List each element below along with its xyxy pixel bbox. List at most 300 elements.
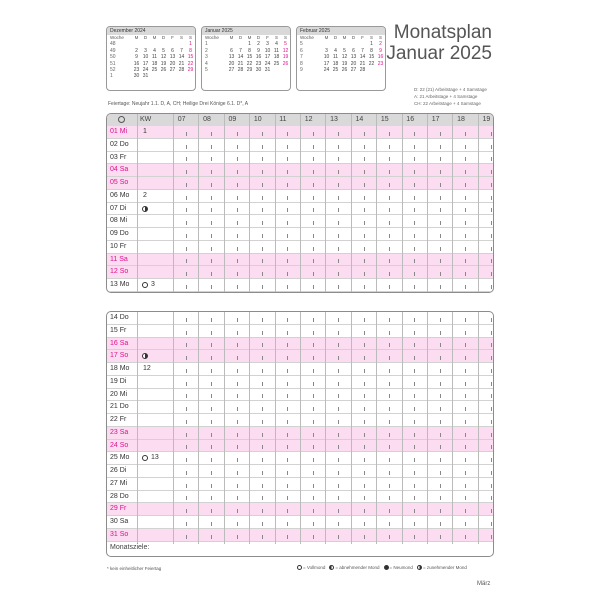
half-hour-tick — [440, 331, 441, 335]
half-hour-tick — [364, 318, 365, 322]
hour-label: 07 — [177, 116, 186, 123]
calendar-day: 31 — [264, 67, 271, 74]
grid-column-line — [275, 312, 276, 544]
half-hour-tick — [262, 183, 263, 187]
half-hour-tick — [414, 407, 415, 411]
half-hour-tick — [237, 394, 238, 398]
half-hour-tick — [287, 420, 288, 424]
half-hour-tick — [262, 247, 263, 251]
moon-legend — [293, 565, 467, 570]
half-hour-tick — [414, 458, 415, 462]
half-hour-tick — [364, 382, 365, 386]
weekday-header: D — [143, 35, 148, 40]
weekday-header: M — [342, 35, 347, 40]
week-number: 13 — [151, 454, 159, 462]
hour-label: 19 — [482, 116, 491, 123]
half-hour-tick — [389, 496, 390, 500]
calendar-day: 9 — [257, 47, 260, 54]
half-hour-tick — [338, 522, 339, 526]
half-hour-tick — [313, 285, 314, 289]
weekday-header: D — [238, 35, 243, 40]
weekday-header: Woche — [205, 35, 219, 40]
calendar-day: 3 — [144, 47, 147, 54]
half-hour-tick — [237, 356, 238, 360]
half-hour-tick — [465, 535, 466, 539]
half-hour-tick — [491, 285, 492, 289]
half-hour-tick — [465, 433, 466, 437]
half-hour-tick — [313, 145, 314, 149]
legend-text: = zunehmender Mond — [422, 565, 467, 570]
day-label: 19 Di — [110, 377, 127, 385]
half-hour-tick — [186, 433, 187, 437]
half-hour-tick — [414, 132, 415, 136]
calendar-day: 22 — [246, 60, 253, 67]
calendar-day: 22 — [187, 60, 194, 67]
half-hour-tick — [211, 247, 212, 251]
half-hour-tick — [262, 509, 263, 513]
half-hour-tick — [186, 183, 187, 187]
calendar-day: 10 — [264, 47, 271, 54]
footnote: * kein einheitlicher Feiertag — [107, 566, 162, 571]
day-label: 25 Mo — [110, 454, 130, 462]
half-hour-tick — [440, 247, 441, 251]
half-hour-tick — [491, 145, 492, 149]
day-label: 21 Do — [110, 403, 129, 411]
calendar-day: 3 — [266, 41, 269, 48]
hour-label: 09 — [228, 116, 237, 123]
half-hour-tick — [465, 343, 466, 347]
calendar-day: 19 — [341, 60, 348, 67]
half-hour-tick — [414, 247, 415, 251]
grid-column-line — [427, 312, 428, 544]
half-hour-tick — [440, 221, 441, 225]
half-hour-tick — [262, 170, 263, 174]
day-label: 31 So — [110, 530, 129, 538]
hour-label: 13 — [330, 116, 338, 123]
half-hour-tick — [364, 420, 365, 424]
calendar-day: 25 — [332, 67, 339, 74]
grid-column-line — [325, 114, 326, 292]
calendar-day: 14 — [359, 54, 366, 61]
calendar-day: 15 — [246, 54, 253, 61]
half-hour-tick — [237, 496, 238, 500]
half-hour-tick — [287, 331, 288, 335]
half-hour-tick — [338, 183, 339, 187]
half-hour-tick — [414, 484, 415, 488]
calendar-day: 20 — [228, 60, 235, 67]
half-hour-tick — [237, 183, 238, 187]
half-hour-tick — [491, 356, 492, 360]
calendar-day: 21 — [237, 60, 244, 67]
week-number: 49 — [110, 47, 116, 54]
half-hour-tick — [364, 509, 365, 513]
day-label: 12 So — [110, 268, 129, 276]
half-hour-tick — [287, 382, 288, 386]
half-hour-tick — [389, 183, 390, 187]
half-hour-tick — [237, 145, 238, 149]
weekday-header: D — [333, 35, 338, 40]
half-hour-tick — [389, 407, 390, 411]
half-hour-tick — [440, 196, 441, 200]
half-hour-tick — [287, 369, 288, 373]
half-hour-tick — [211, 234, 212, 238]
half-hour-tick — [313, 407, 314, 411]
half-hour-tick — [262, 157, 263, 161]
half-hour-tick — [364, 170, 365, 174]
calendar-day — [272, 67, 281, 73]
weekday-header: M — [134, 35, 139, 40]
week-number: 51 — [110, 60, 116, 67]
half-hour-tick — [465, 471, 466, 475]
half-hour-tick — [491, 331, 492, 335]
half-hour-tick — [338, 407, 339, 411]
half-hour-tick — [465, 382, 466, 386]
half-hour-tick — [389, 535, 390, 539]
hour-label: 15 — [380, 116, 389, 123]
half-hour-tick — [440, 433, 441, 437]
week-number: 12 — [143, 365, 151, 372]
half-hour-tick — [338, 170, 339, 174]
half-hour-tick — [186, 496, 187, 500]
half-hour-tick — [211, 170, 212, 174]
half-hour-tick — [211, 484, 212, 488]
calendar-day: 29 — [246, 67, 253, 74]
half-hour-tick — [364, 394, 365, 398]
half-hour-tick — [186, 509, 187, 513]
half-hour-tick — [287, 221, 288, 225]
half-hour-tick — [211, 522, 212, 526]
half-hour-tick — [491, 420, 492, 424]
half-hour-tick — [287, 496, 288, 500]
calendar-day: 1 — [189, 41, 192, 48]
half-hour-tick — [440, 170, 441, 174]
half-hour-tick — [440, 458, 441, 462]
half-hour-tick — [389, 522, 390, 526]
half-hour-tick — [389, 433, 390, 437]
half-hour-tick — [389, 471, 390, 475]
half-hour-tick — [465, 420, 466, 424]
half-hour-tick — [465, 132, 466, 136]
half-hour-tick — [364, 208, 365, 212]
half-hour-tick — [287, 433, 288, 437]
half-hour-tick — [287, 234, 288, 238]
grid-column-line — [478, 114, 479, 292]
half-hour-tick — [414, 170, 415, 174]
calendar-day: 15 — [187, 54, 194, 61]
calendar-day: 8 — [248, 47, 251, 54]
half-hour-tick — [338, 285, 339, 289]
half-hour-tick — [262, 394, 263, 398]
half-hour-tick — [364, 471, 365, 475]
holidays-note: Feiertage: Neujahr 1.1. D, A, CH; Heilige Drei Könige 6.1. D*, A — [108, 101, 249, 107]
half-hour-tick — [440, 496, 441, 500]
half-hour-tick — [491, 259, 492, 263]
weekday-header: S — [179, 35, 183, 40]
half-hour-tick — [389, 157, 390, 161]
grid-column-line — [198, 312, 199, 544]
calendar-day: 22 — [368, 60, 375, 67]
weekday-header: D — [351, 35, 356, 40]
mini-calendar-title: Februar 2025 — [297, 27, 385, 35]
half-hour-tick — [389, 445, 390, 449]
calendar-day: 6 — [352, 47, 355, 54]
half-hour-tick — [313, 394, 314, 398]
calendar-day: 21 — [359, 60, 366, 67]
legend-text: = Vollmond — [303, 565, 326, 570]
half-hour-tick — [389, 259, 390, 263]
half-hour-tick — [389, 420, 390, 424]
day-label: 05 So — [110, 179, 129, 186]
half-hour-tick — [414, 471, 415, 475]
day-label: 17 So — [110, 352, 129, 360]
half-hour-tick — [491, 247, 492, 251]
calendar-day: 14 — [178, 54, 185, 61]
calendar-day: 16 — [133, 60, 140, 67]
grid-column-line — [376, 312, 377, 544]
half-hour-tick — [211, 445, 212, 449]
weekday-header: F — [171, 35, 174, 40]
half-hour-tick — [338, 420, 339, 424]
day-label: 23 Sa — [110, 428, 129, 436]
half-hour-tick — [211, 331, 212, 335]
half-hour-tick — [364, 285, 365, 289]
half-hour-tick — [186, 331, 187, 335]
half-hour-tick — [237, 285, 238, 289]
half-hour-tick — [389, 356, 390, 360]
calendar-day: 7 — [239, 47, 242, 54]
calendar-day: 30 — [255, 67, 262, 74]
half-hour-tick — [414, 157, 415, 161]
half-hour-tick — [262, 496, 263, 500]
weekday-header: S — [378, 35, 382, 40]
half-hour-tick — [465, 369, 466, 373]
half-hour-tick — [338, 343, 339, 347]
waxing-moon-icon — [417, 565, 422, 570]
planner-grid-2 — [106, 311, 494, 557]
half-hour-tick — [440, 259, 441, 263]
half-hour-tick — [186, 445, 187, 449]
monthly-goals-row[interactable] — [107, 542, 493, 554]
half-hour-tick — [338, 221, 339, 225]
half-hour-tick — [440, 522, 441, 526]
half-hour-tick — [237, 509, 238, 513]
half-hour-tick — [262, 234, 263, 238]
half-hour-tick — [440, 132, 441, 136]
workdays-at: A: 21 Arbeitstage + 4 Samstage — [414, 94, 478, 99]
calendar-day: 31 — [142, 73, 149, 80]
half-hour-tick — [465, 458, 466, 462]
calendar-day: 4 — [334, 47, 337, 54]
calendar-day — [168, 73, 177, 79]
weekday-header: D — [161, 35, 166, 40]
calendar-day: 5 — [284, 41, 287, 48]
half-hour-tick — [414, 331, 415, 335]
half-hour-tick — [262, 420, 263, 424]
half-hour-tick — [338, 318, 339, 322]
half-hour-tick — [186, 285, 187, 289]
half-hour-tick — [211, 343, 212, 347]
day-label: 03 Fr — [110, 153, 127, 161]
half-hour-tick — [313, 343, 314, 347]
half-hour-tick — [313, 183, 314, 187]
half-hour-tick — [491, 196, 492, 200]
half-hour-tick — [262, 407, 263, 411]
half-hour-tick — [440, 234, 441, 238]
half-hour-tick — [211, 382, 212, 386]
half-hour-tick — [186, 484, 187, 488]
half-hour-tick — [465, 285, 466, 289]
half-hour-tick — [287, 522, 288, 526]
half-hour-tick — [237, 259, 238, 263]
half-hour-tick — [465, 259, 466, 263]
half-hour-tick — [186, 132, 187, 136]
half-hour-tick — [414, 272, 415, 276]
half-hour-tick — [211, 496, 212, 500]
half-hour-tick — [186, 343, 187, 347]
half-hour-tick — [364, 458, 365, 462]
half-hour-tick — [440, 382, 441, 386]
half-hour-tick — [186, 382, 187, 386]
half-hour-tick — [262, 484, 263, 488]
half-hour-tick — [491, 183, 492, 187]
half-hour-tick — [440, 208, 441, 212]
half-hour-tick — [287, 208, 288, 212]
calendar-day: 19 — [282, 54, 289, 61]
half-hour-tick — [364, 183, 365, 187]
day-label: 14 Do — [110, 314, 129, 321]
half-hour-tick — [440, 407, 441, 411]
calendar-day: 4 — [275, 41, 278, 48]
day-label: 04 Sa — [110, 166, 129, 174]
day-label: 09 Do — [110, 230, 129, 237]
calendar-day: 2 — [135, 47, 138, 54]
calendar-day: 14 — [237, 54, 244, 61]
half-hour-tick — [364, 132, 365, 136]
half-hour-tick — [237, 221, 238, 225]
half-hour-tick — [287, 247, 288, 251]
hour-label: 16 — [406, 116, 415, 123]
planner-grid-1 — [106, 113, 494, 293]
half-hour-tick — [186, 272, 187, 276]
grid-column-line — [137, 114, 138, 292]
calendar-day: 20 — [169, 60, 176, 67]
title-monatsplan: Monatsplan — [393, 22, 492, 43]
half-hour-tick — [465, 272, 466, 276]
half-hour-tick — [440, 535, 441, 539]
half-hour-tick — [186, 234, 187, 238]
half-hour-tick — [262, 445, 263, 449]
half-hour-tick — [313, 208, 314, 212]
half-hour-tick — [211, 356, 212, 360]
new-moon-icon — [384, 565, 389, 570]
half-hour-tick — [186, 458, 187, 462]
half-hour-tick — [491, 407, 492, 411]
calendar-day: 17 — [323, 60, 330, 67]
legend-text: = abnehmender Mond — [335, 565, 380, 570]
half-hour-tick — [364, 221, 365, 225]
half-hour-tick — [364, 445, 365, 449]
half-hour-tick — [364, 407, 365, 411]
half-hour-tick — [211, 318, 212, 322]
half-hour-tick — [440, 318, 441, 322]
grid-column-line — [452, 312, 453, 544]
grid-column-line — [300, 312, 301, 544]
half-hour-tick — [262, 522, 263, 526]
half-hour-tick — [338, 247, 339, 251]
half-hour-tick — [313, 196, 314, 200]
day-label: 11 Sa — [110, 255, 128, 263]
half-hour-tick — [364, 522, 365, 526]
half-hour-tick — [237, 170, 238, 174]
half-hour-tick — [186, 471, 187, 475]
half-hour-tick — [465, 234, 466, 238]
calendar-day: 3 — [325, 47, 328, 54]
calendar-day: 28 — [178, 67, 185, 74]
mini-calendar-title: Dezember 2024 — [107, 27, 195, 35]
half-hour-tick — [262, 343, 263, 347]
half-hour-tick — [186, 221, 187, 225]
week-number: 2 — [143, 191, 147, 199]
calendar-day: 24 — [264, 60, 271, 67]
half-hour-tick — [338, 208, 339, 212]
half-hour-tick — [364, 369, 365, 373]
hour-label: 17 — [431, 116, 440, 123]
day-label: 10 Fr — [110, 242, 127, 250]
half-hour-tick — [262, 145, 263, 149]
half-hour-tick — [414, 183, 415, 187]
day-label: 28 Do — [110, 492, 129, 500]
half-hour-tick — [389, 208, 390, 212]
half-hour-tick — [287, 445, 288, 449]
half-hour-tick — [186, 259, 187, 263]
half-hour-tick — [338, 272, 339, 276]
half-hour-tick — [389, 318, 390, 322]
grid-column-line — [173, 114, 174, 292]
half-hour-tick — [313, 445, 314, 449]
mini-calendar — [201, 26, 291, 91]
day-label: 13 Mo — [110, 281, 130, 288]
half-hour-tick — [465, 496, 466, 500]
half-hour-tick — [465, 509, 466, 513]
weekday-header: M — [229, 35, 234, 40]
calendar-day: 27 — [228, 67, 235, 74]
calendar-day: 10 — [323, 54, 330, 61]
half-hour-tick — [338, 471, 339, 475]
calendar-day: 28 — [237, 67, 244, 74]
half-hour-tick — [440, 394, 441, 398]
calendar-day — [367, 67, 376, 73]
half-hour-tick — [491, 369, 492, 373]
half-hour-tick — [313, 484, 314, 488]
day-label: 18 Mo — [110, 365, 130, 372]
week-number: 52 — [110, 67, 116, 74]
half-hour-tick — [389, 509, 390, 513]
half-hour-tick — [313, 132, 314, 136]
calendar-day: 6 — [171, 47, 174, 54]
grid-column-line — [351, 114, 352, 292]
half-hour-tick — [338, 132, 339, 136]
day-label: 22 Fr — [110, 416, 127, 423]
half-hour-tick — [313, 157, 314, 161]
grid-column-line — [427, 114, 428, 292]
half-hour-tick — [313, 234, 314, 238]
mini-calendar — [106, 26, 196, 91]
half-hour-tick — [262, 471, 263, 475]
half-hour-tick — [338, 234, 339, 238]
half-hour-tick — [287, 132, 288, 136]
half-hour-tick — [186, 394, 187, 398]
half-hour-tick — [287, 356, 288, 360]
